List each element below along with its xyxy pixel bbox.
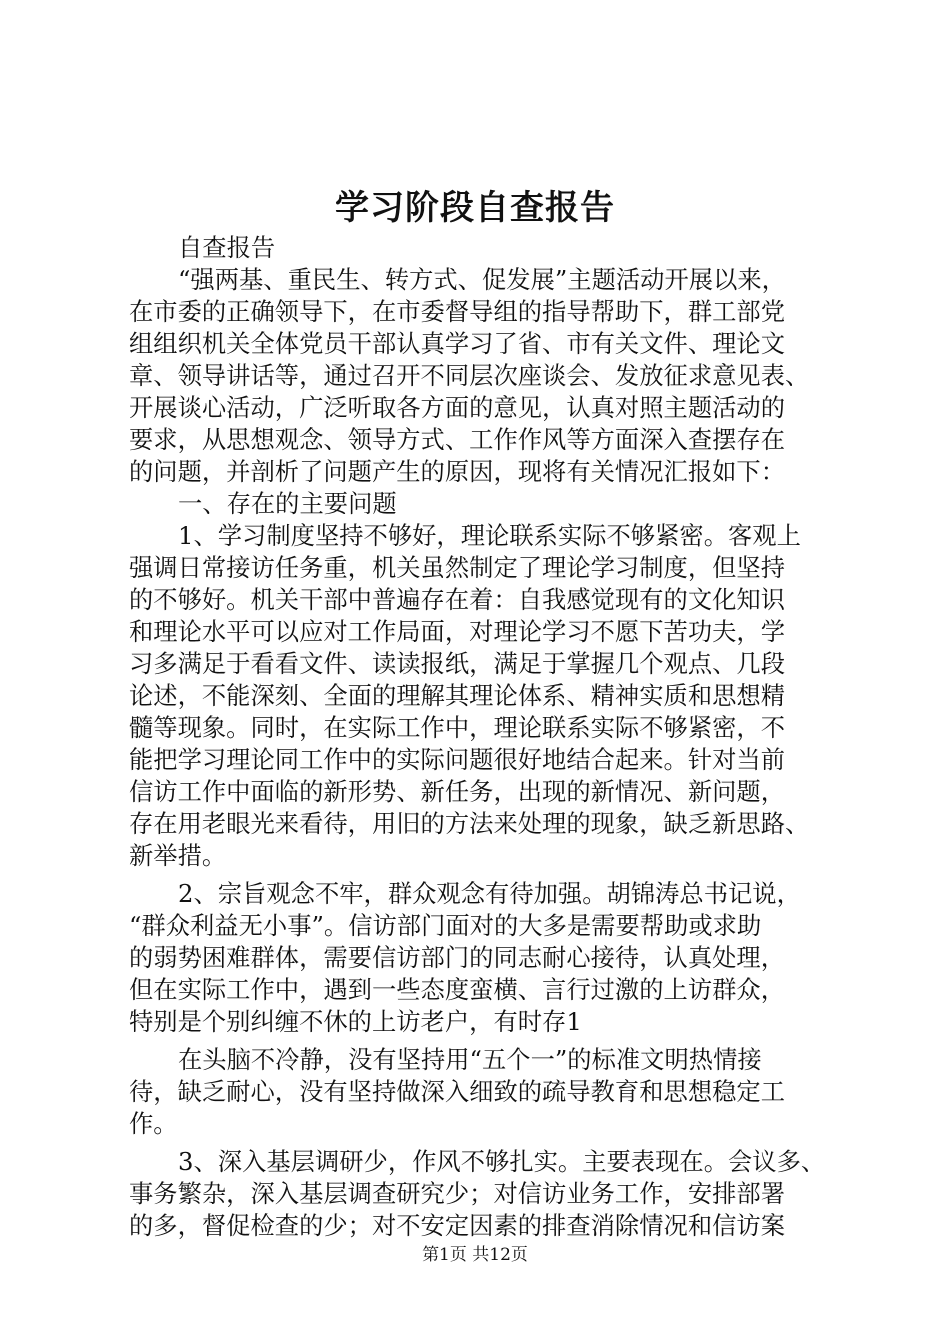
paragraph-line: 的弱势困难群体，需要信访部门的同志耐心接待，认真处理， — [129, 943, 786, 972]
paragraph-line: 章、领导讲话等，通过召开不同层次座谈会、发放征求意见表、 — [129, 361, 810, 390]
paragraph-line: 但在实际工作中，遇到一些态度蛮横、言行过激的上访群众， — [129, 975, 786, 1004]
section-heading: 一、存在的主要问题 — [178, 489, 397, 518]
paragraph-line: 1、学习制度坚持不够好，理论联系实际不够紧密。客观上 — [178, 521, 801, 550]
document-body — [129, 232, 831, 1242]
paragraph-line: 论述，不能深刻、全面的理解其理论体系、精神实质和思想精 — [129, 681, 786, 710]
paragraph-line: 作。 — [129, 1109, 178, 1138]
paragraph-line: 信访工作中面临的新形势、新任务，出现的新情况、新问题， — [129, 777, 786, 806]
paragraph-line: 的多，督促检查的少；对不安定因素的排查消除情况和信访案 — [129, 1211, 786, 1240]
paragraph-line: 和理论水平可以应对工作局面，对理论学习不愿下苦功夫，学 — [129, 617, 786, 646]
paragraph-line: 能把学习理论同工作中的实际问题很好地结合起来。针对当前 — [129, 745, 786, 774]
paragraph-line: 习多满足于看看文件、读读报纸，满足于掌握几个观点、几段 — [129, 649, 786, 678]
paragraph-line: 在市委的正确领导下，在市委督导组的指导帮助下，群工部党 — [129, 297, 786, 326]
paragraph-line: 髓等现象。同时，在实际工作中，理论联系实际不够紧密，不 — [129, 713, 786, 742]
paragraph-line: 存在用老眼光来看待，用旧的方法来处理的现象，缺乏新思路、 — [129, 809, 810, 838]
paragraph-line: “群众利益无小事”。信访部门面对的大多是需要帮助或求助 — [129, 911, 762, 940]
paragraph-line: 3、深入基层调研少，作风不够扎实。主要表现在。会议多、 — [178, 1147, 826, 1176]
paragraph-line: 2、宗旨观念不牢，群众观念有待加强。胡锦涛总书记说， — [178, 879, 801, 908]
paragraph-line: 待，缺乏耐心，没有坚持做深入细致的疏导教育和思想稳定工 — [129, 1077, 786, 1106]
paragraph-line: 的问题，并剖析了问题产生的原因，现将有关情况汇报如下： — [129, 457, 786, 486]
paragraph-line: 的不够好。机关干部中普遍存在着：自我感觉现有的文化知识 — [129, 585, 786, 614]
section-label: 自查报告 — [178, 233, 276, 262]
paragraph-line: “强两基、重民生、转方式、促发展”主题活动开展以来， — [178, 265, 786, 294]
document-title: 学习阶段自查报告 — [335, 188, 615, 228]
paragraph-line: 在头脑不冷静，没有坚持用“五个一”的标准文明热情接 — [178, 1045, 762, 1074]
paragraph-line: 事务繁杂，深入基层调查研究少；对信访业务工作，安排部署 — [129, 1179, 786, 1208]
paragraph-line: 要求，从思想观念、领导方式、工作作风等方面深入查摆存在 — [129, 425, 786, 454]
paragraph-line: 强调日常接访任务重，机关虽然制定了理论学习制度，但坚持 — [129, 553, 786, 582]
page-footer — [0, 1243, 950, 1267]
paragraph-line: 特别是个别纠缠不休的上访老户，有时存1 — [129, 1007, 582, 1036]
page-indicator: 第1页 共12页 — [422, 1245, 528, 1265]
paragraph-line: 新举措。 — [129, 841, 227, 870]
paragraph-line: 组组织机关全体党员干部认真学习了省、市有关文件、理论文 — [129, 329, 786, 358]
paragraph-line: 开展谈心活动，广泛听取各方面的意见，认真对照主题活动的 — [129, 393, 786, 422]
